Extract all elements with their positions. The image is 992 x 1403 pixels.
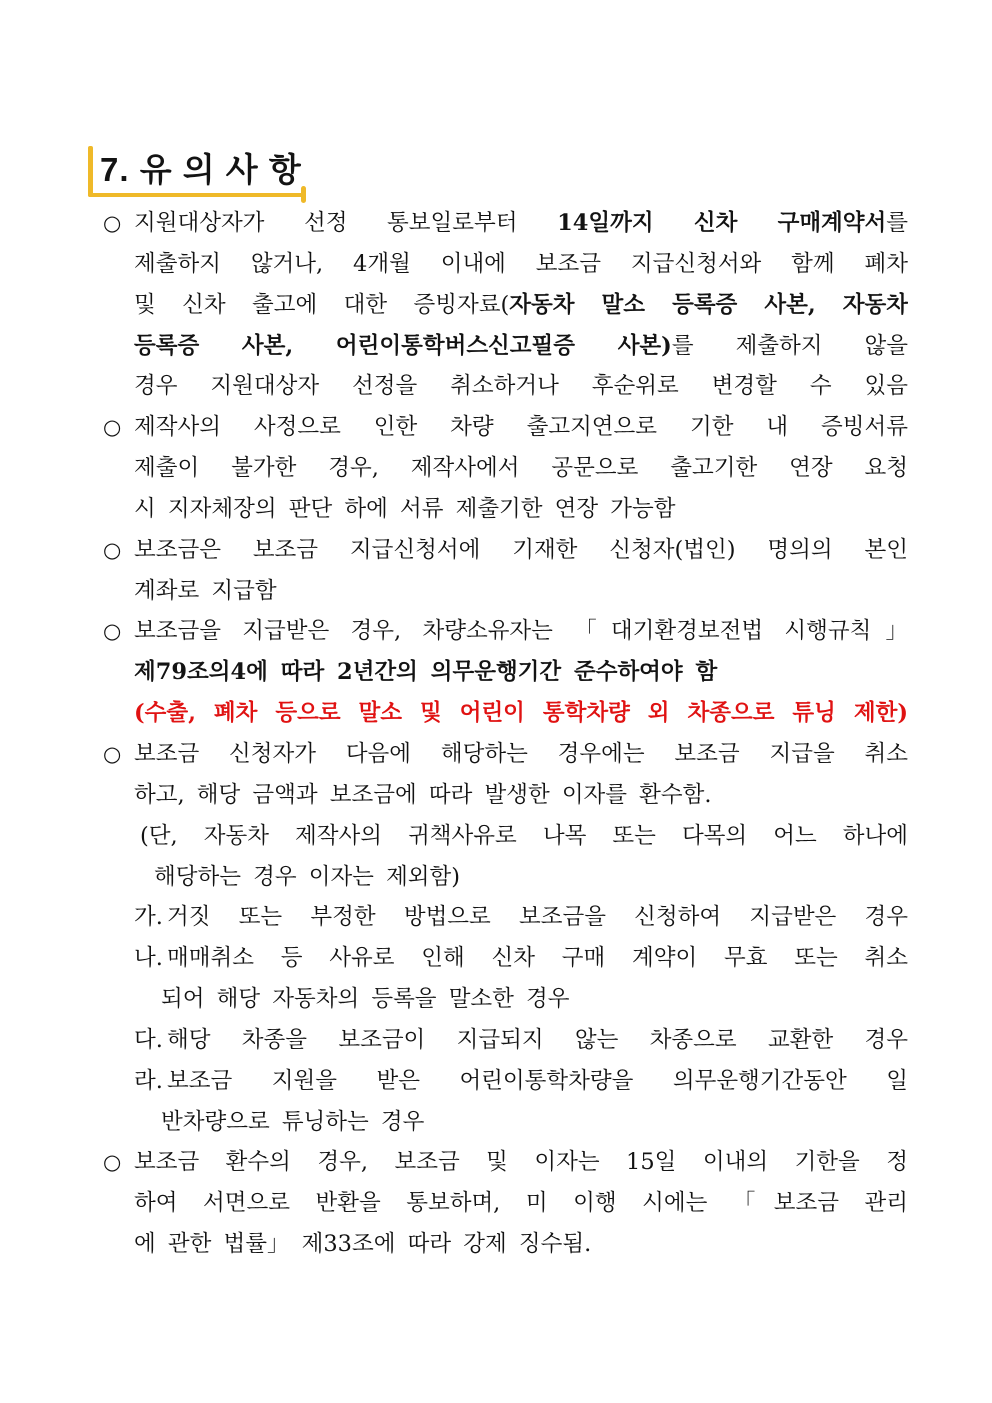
circle-bullet-icon: ○ <box>103 619 122 644</box>
text-segment: 제출이 불가한 경우, 제작사에서 공문으로 출고기한 연장 요청 <box>134 455 908 482</box>
line-text <box>167 938 908 979</box>
line-text <box>161 1102 908 1143</box>
text-segment: 보조금 환수의 경우, 보조금 및 이자는 15일 이내의 기한을 정 <box>134 1149 908 1176</box>
text-line <box>103 652 908 693</box>
text-line <box>103 1183 908 1224</box>
line-text <box>167 897 908 938</box>
text-segment: 매매취소 등 사유로 인해 신차 구매 계약이 무효 또는 취소 <box>167 945 908 972</box>
text-segment: 거짓 또는 부정한 방법으로 보조금을 신청하여 지급받은 경우 <box>167 904 908 931</box>
text-line <box>103 571 908 612</box>
text-line <box>103 407 908 448</box>
line-text <box>134 407 908 448</box>
text-segment: 지원대상자가 선정 통보일로부터 <box>134 210 558 236</box>
text-line <box>103 693 908 734</box>
item-label: 가. <box>134 904 163 931</box>
line-text <box>140 816 908 857</box>
text-line <box>103 1020 908 1061</box>
text-line <box>103 244 908 285</box>
text-segment: 해당 차종을 보조금이 지급되지 않는 차종으로 교환한 경우 <box>167 1026 908 1053</box>
circle-bullet-icon: ○ <box>103 415 122 440</box>
text-segment: 하여 서면으로 반환을 통보하며, 미 이행 시에는 「보조금 관리 <box>134 1190 908 1217</box>
text-line <box>103 326 908 367</box>
line-text <box>134 489 908 530</box>
line-text <box>134 693 908 734</box>
text-line <box>103 489 908 530</box>
text-segment: 보조금 지원을 받은 어린이통학차량을 의무운행기간동안 일 <box>167 1067 908 1094</box>
section-title-text: 7. 유 의 사 항 <box>100 151 302 188</box>
text-line <box>103 1224 908 1265</box>
text-segment: (단, 자동차 제작사의 귀책사유로 나목 또는 다목의 어느 하나에 <box>140 822 908 849</box>
text-segment: 제출하지 않거나, 4개월 이내에 보조금 지급신청서와 함께 폐차 <box>134 250 908 277</box>
text-segment: 시 지자체장의 판단 하에 서류 제출기한 연장 가능함 <box>134 495 676 522</box>
line-text <box>134 1142 908 1183</box>
line-text <box>134 285 908 326</box>
text-line <box>103 203 908 244</box>
bold-text-segment: 등록증 사본, 어린이통학버스신고필증 사본) <box>134 332 672 359</box>
text-segment: 반차량으로 튜닝하는 경우 <box>161 1108 425 1135</box>
line-text <box>134 611 908 652</box>
line-text <box>134 203 908 244</box>
item-label: 다. <box>134 1026 163 1053</box>
line-text <box>134 326 908 367</box>
line-text <box>154 857 908 898</box>
text-line <box>103 938 908 979</box>
line-text <box>167 1020 908 1061</box>
text-line <box>103 1061 908 1102</box>
title-accent-underline-icon <box>88 193 304 197</box>
text-line <box>103 285 908 326</box>
bold-text-segment: 자동차 말소 등록증 사본, 자동차 <box>509 291 908 318</box>
text-line <box>103 734 908 775</box>
line-text <box>134 244 908 285</box>
text-line <box>103 857 908 898</box>
bold-text-segment: (수출, 폐차 등으로 말소 및 어린이 통학차량 외 차종으로 튜닝 제한) <box>134 700 908 727</box>
text-line <box>103 366 908 407</box>
text-line <box>103 611 908 652</box>
item-label: 나. <box>134 945 163 972</box>
line-text <box>134 1183 908 1224</box>
text-segment: 보조금을 지급받은 경우, 차량소유자는 「대기환경보전법 시행규칙」 <box>134 618 908 645</box>
text-line <box>103 897 908 938</box>
text-segment: 계좌로 지급함 <box>134 577 277 604</box>
line-text <box>134 652 908 693</box>
text-segment: 보조금 신청자가 다음에 해당하는 경우에는 보조금 지급을 취소 <box>134 740 908 767</box>
title-accent-underline-cap-icon <box>301 186 306 203</box>
text-segment: 에 관한 법률」 제33조에 따라 강제 징수됨. <box>134 1231 592 1258</box>
text-line <box>103 1142 908 1183</box>
bold-text-segment: 14일까지 신차 구매계약서 <box>557 210 887 236</box>
text-segment: 경우 지원대상자 선정을 취소하거나 후순위로 변경할 수 있음 <box>134 373 908 400</box>
text-line <box>103 816 908 857</box>
text-line <box>103 775 908 816</box>
text-segment: 되어 해당 자동차의 등록을 말소한 경우 <box>161 986 570 1013</box>
text-segment: 를 <box>886 210 908 236</box>
line-text <box>134 1224 908 1265</box>
line-text <box>134 775 908 816</box>
line-text <box>134 366 908 407</box>
line-text <box>161 979 908 1020</box>
title-accent-left-bar-icon <box>88 146 93 197</box>
text-line <box>103 530 908 571</box>
circle-bullet-icon: ○ <box>103 741 122 766</box>
line-text <box>167 1061 908 1102</box>
line-text <box>134 571 908 612</box>
text-line <box>103 979 908 1020</box>
text-line <box>103 1102 908 1143</box>
line-text <box>134 734 908 775</box>
item-label: 라. <box>134 1067 163 1094</box>
document-lines <box>103 203 908 1265</box>
text-segment: 를 제출하지 않을 <box>671 332 908 359</box>
circle-bullet-icon: ○ <box>103 1150 122 1175</box>
circle-bullet-icon: ○ <box>103 537 122 562</box>
bold-text-segment: 제79조의4에 따라 2년간의 의무운행기간 준수하여야 함 <box>134 659 718 686</box>
text-segment: 하고, 해당 금액과 보조금에 따라 발생한 이자를 환수함. <box>134 781 712 808</box>
line-text <box>134 448 908 489</box>
text-segment: 및 신차 출고에 대한 증빙자료( <box>134 291 510 318</box>
text-segment: 해당하는 경우 이자는 제외함) <box>154 863 461 890</box>
text-segment: 제작사의 사정으로 인한 차량 출고지연으로 기한 내 증빙서류 <box>134 414 908 441</box>
line-text <box>134 530 908 571</box>
circle-bullet-icon: ○ <box>103 211 122 235</box>
text-segment: 보조금은 보조금 지급신청서에 기재한 신청자(법인) 명의의 본인 <box>134 536 908 563</box>
text-line <box>103 448 908 489</box>
